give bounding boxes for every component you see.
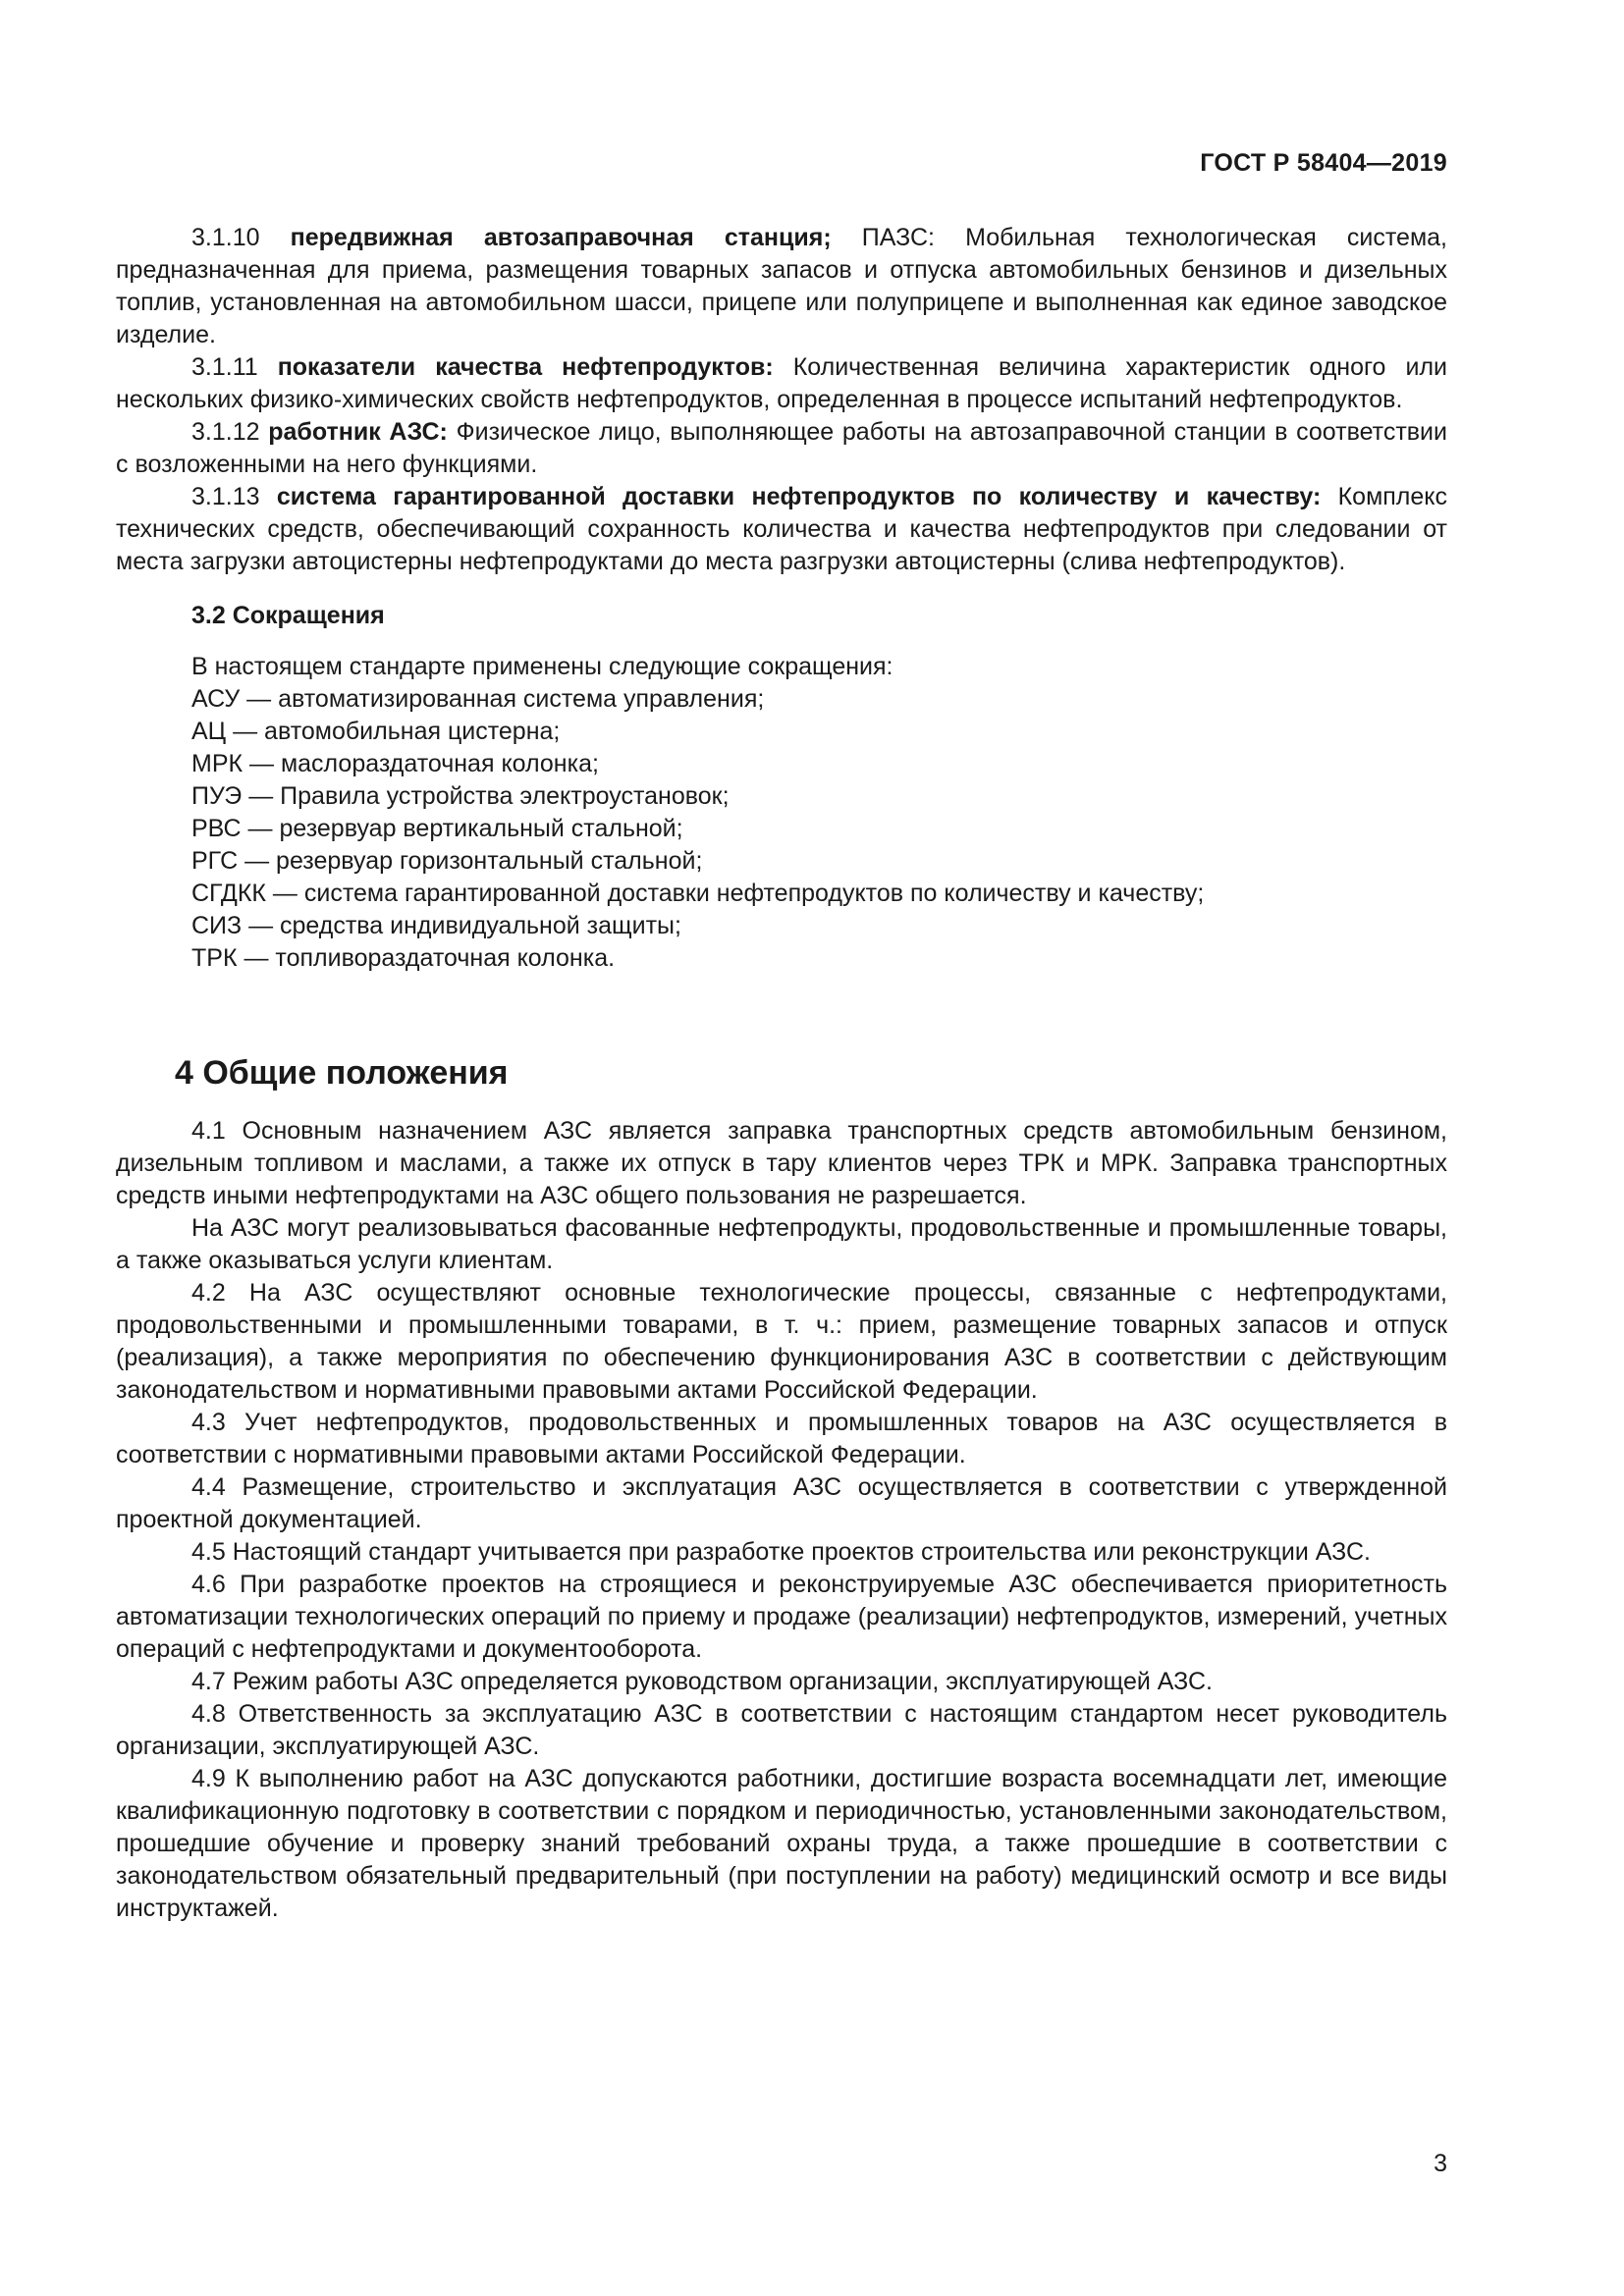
section-4-paragraph: 4.8 Ответственность за эксплуатацию АЗС в соответствии с настоящим стандартом несет руководитель организации, эксплуатирующей АЗС. (116, 1700, 1447, 1760)
abbreviation-item: АЦ — автомобильная цистерна; (191, 718, 561, 745)
page-number: 3 (1434, 2150, 1447, 2177)
abbreviation-item: АСУ — автоматизированная система управления; (191, 685, 765, 713)
abbreviation-item: РВС — резервуар вертикальный стальной; (191, 815, 683, 842)
section-4-paragraph: 4.2 На АЗС осуществляют основные технологические процессы, связанные с нефтепродуктами, продовольственными и промышленными товарами, в т. ч.: прием, размещение товарных запасов и отпуск (реализация), а также мероприятия по обеспечению функционирования АЗС в соответствии с действующим законодательством и нормативными правовыми актами Российской Федерации. (116, 1279, 1447, 1404)
section-4-heading: 4 Общие положения (175, 1054, 509, 1092)
definition-number: 3.1.13 (191, 483, 260, 510)
page-content (116, 222, 1447, 1925)
abbreviations-intro: В настоящем стандарте применены следующие сокращения: (191, 653, 893, 680)
section-4-paragraph: 4.5 Настоящий стандарт учитывается при разработке проектов строительства или реконструкции АЗС. (191, 1538, 1371, 1566)
definition-term: передвижная автозаправочная станция; (290, 224, 832, 251)
abbreviation-item: МРК — маслораздаточная колонка; (191, 750, 599, 777)
definition-text: Комплекс технических средств, обеспечивающий сохранность количества и качества нефтепродуктов при следовании от места загрузки автоцистерны нефтепродуктами до места разгрузки автоцистерны (слива нефтепродуктов). (116, 483, 1448, 575)
section-4-paragraph: На АЗС могут реализовываться фасованные нефтепродукты, продовольственные и промышленные товары, а также оказываться услуги клиентам. (116, 1214, 1447, 1274)
section-4-paragraph: 4.7 Режим работы АЗС определяется руководством организации, эксплуатирующей АЗС. (191, 1668, 1214, 1695)
definition-3-1-13 (116, 481, 1447, 578)
abbreviation-item: СИЗ — средства индивидуальной защиты; (191, 912, 681, 939)
section-4-paragraph: 4.4 Размещение, строительство и эксплуатация АЗС осуществляется в соответствии с утвержденной проектной документацией. (116, 1473, 1447, 1533)
definition-term: показатели качества нефтепродуктов: (277, 353, 774, 381)
abbreviation-item: ПУЭ — Правила устройства электроустановок; (191, 782, 730, 810)
abbreviation-item: ТРК — топливораздаточная колонка. (191, 944, 616, 972)
section-4-paragraph: 4.3 Учет нефтепродуктов, продовольственных и промышленных товаров на АЗС осуществляется в соответствии с нормативными правовыми актами Российской Федерации. (116, 1409, 1447, 1468)
definition-3-1-11 (116, 351, 1447, 416)
definition-number: 3.1.10 (191, 224, 260, 251)
definition-3-1-12 (116, 416, 1447, 481)
definition-number: 3.1.11 (191, 353, 258, 381)
section-4-paragraph: 4.6 При разработке проектов на строящиеся и реконструируемые АЗС обеспечивается приоритетность автоматизации технологических операций по приему и продаже (реализации) нефтепродуктов, измерений, учетных операций с нефтепродуктами и документооборота. (116, 1571, 1447, 1663)
definition-term: система гарантированной доставки нефтепродуктов по количеству и качеству: (276, 483, 1322, 510)
section-4-paragraph: 4.9 К выполнению работ на АЗС допускаются работники, достигшие возраста восемнадцати лет, имеющие квалификационную подготовку в соответствии с порядком и периодичностью, установленными законодательством, прошедшие обучение и проверку знаний требований охраны труда, а также прошедшие в соответствии с законодательством обязательный предварительный (при поступлении на работу) медицинский осмотр и все виды инструктажей. (116, 1765, 1447, 1922)
abbreviation-item: РГС — резервуар горизонтальный стальной; (191, 847, 703, 875)
standard-id-header: ГОСТ Р 58404—2019 (1200, 149, 1447, 177)
definition-text: ПАЗС: Мобильная технологическая система, предназначенная для приема, размещения товарных запасов и отпуска автомобильных бензинов и дизельных топлив, установленная на автомобильном шасси, прицепе или полуприцепе и выполненная как единое заводское изделие. (116, 224, 1447, 348)
definition-3-1-10 (116, 222, 1447, 351)
definition-number: 3.1.12 (191, 418, 260, 446)
definition-text: Физическое лицо, выполняющее работы на автозаправочной станции в соответствии с возложенными на него функциями. (116, 418, 1447, 478)
definition-text: Количественная величина характеристик одного или нескольких физико-химических свойств нефтепродуктов, определенная в процессе испытаний нефтепродуктов. (116, 353, 1447, 413)
section-4-paragraph: 4.1 Основным назначением АЗС является заправка транспортных средств автомобильным бензином, дизельным топливом и маслами, а также их отпуск в тару клиентов через ТРК и МРК. Заправка транспортных средств иными нефтепродуктами на АЗС общего пользования не разрешается. (116, 1117, 1447, 1209)
abbreviations-heading: 3.2 Сокращения (191, 602, 385, 629)
abbreviation-item: СГДКК — система гарантированной доставки нефтепродуктов по количеству и качеству; (191, 880, 1205, 907)
definition-term: работник АЗС: (268, 418, 448, 446)
